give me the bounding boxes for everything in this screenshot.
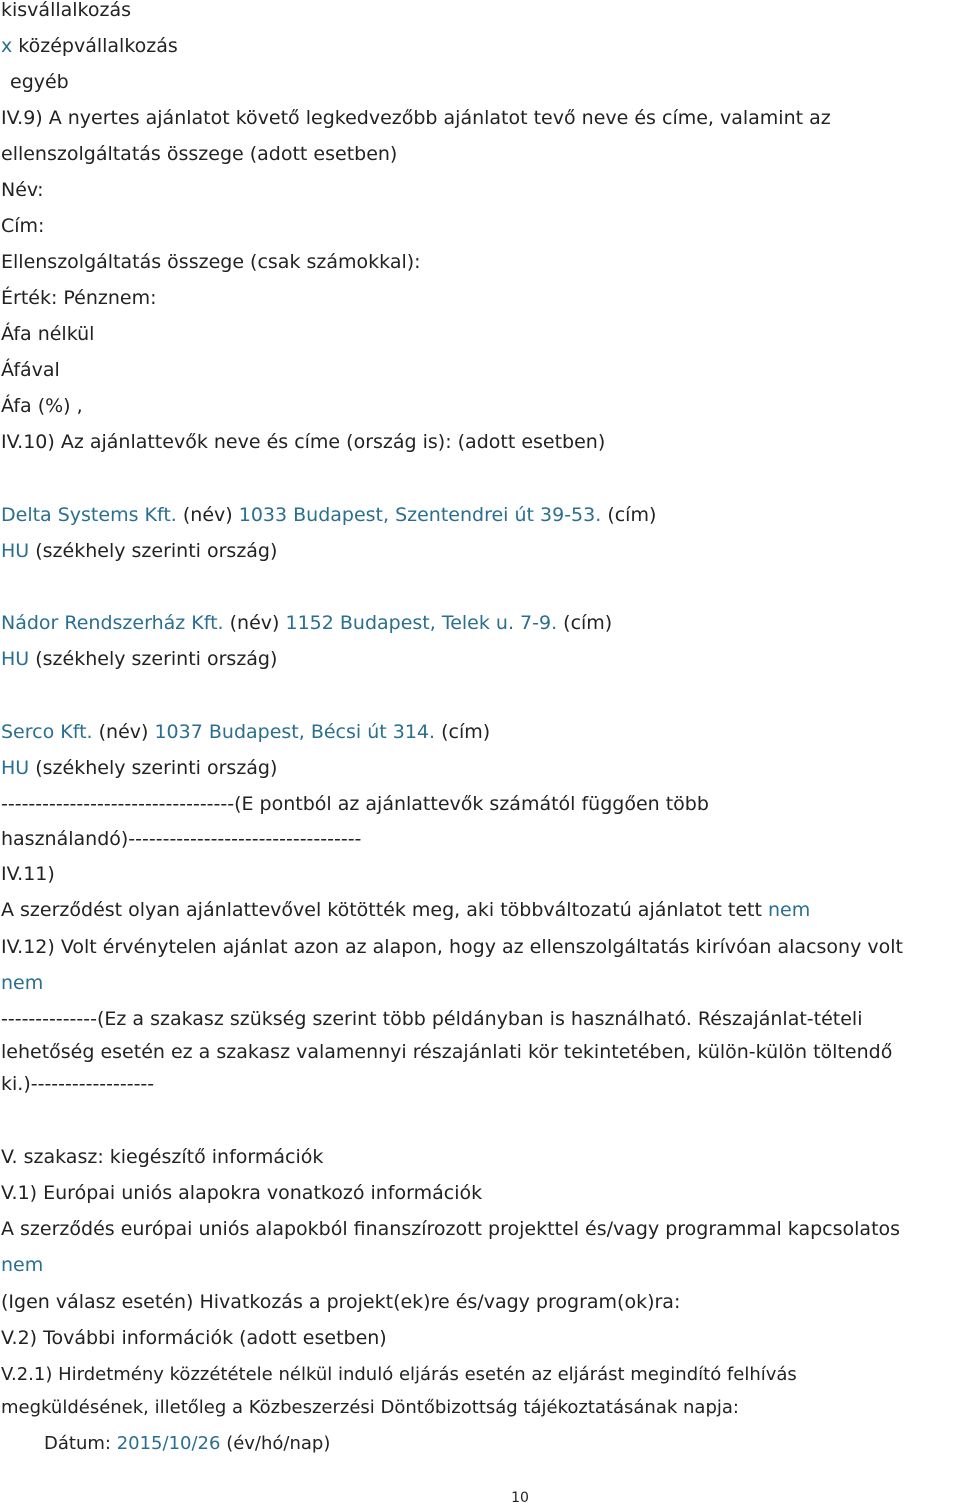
bidder-name: Nádor Rendszerház Kft. bbox=[1, 612, 224, 634]
bidder-name-tag: (név) bbox=[229, 612, 280, 634]
iv11-text bbox=[1, 898, 810, 922]
iv12-note-line2: lehetőség esetén ez a szakasz valamennyi részajánlati kör tekintetében, külön-külön töltendő bbox=[1, 1041, 893, 1063]
bidder-2-name-address bbox=[1, 611, 612, 635]
size-option-label: egyéb bbox=[10, 71, 69, 93]
section-v-heading: V. szakasz: kiegészítő információk bbox=[1, 1146, 324, 1168]
iv9-heading-line1: IV.9) A nyertes ajánlatot követő legkedvezőbb ajánlatot tevő neve és címe, valamint az bbox=[1, 107, 831, 129]
size-option-label: középvállalkozás bbox=[18, 35, 178, 57]
bidder-country: HU bbox=[1, 540, 30, 562]
v1-heading: V.1) Európai uniós alapokra vonatkozó információk bbox=[1, 1182, 483, 1204]
bidder-address: 1152 Budapest, Telek u. 7-9. bbox=[285, 612, 558, 634]
iv10-heading: IV.10) Az ajánlattevők neve és címe (ország is): (adott esetben) bbox=[1, 431, 606, 453]
size-option-mark: x bbox=[1, 35, 13, 57]
v21-line2: megküldésének, illetőleg a Közbeszerzési Döntőbizottság tájékoztatásának napja: bbox=[1, 1397, 739, 1418]
date-format: (év/hó/nap) bbox=[226, 1433, 331, 1454]
iv11-answer: nem bbox=[767, 899, 811, 921]
bidder-address-tag: (cím) bbox=[607, 504, 657, 526]
iv9-amount-label: Ellenszolgáltatás összege (csak számokkal): bbox=[1, 251, 421, 273]
bidder-address-tag: (cím) bbox=[563, 612, 613, 634]
bidder-name-tag: (név) bbox=[98, 721, 149, 743]
bidder-country: HU bbox=[1, 757, 30, 779]
size-option-label: kisvállalkozás bbox=[1, 0, 132, 21]
v1-eu-answer: nem bbox=[1, 1254, 44, 1276]
v2-heading: V.2) További információk (adott esetben) bbox=[1, 1327, 387, 1349]
iv9-name-label: Név: bbox=[1, 179, 44, 201]
bidder-country: HU bbox=[1, 648, 30, 670]
bidder-name: Serco Kft. bbox=[1, 721, 93, 743]
bidder-country-tag: (székhely szerinti ország) bbox=[35, 648, 278, 670]
iv12-note-line3: ki.)------------------ bbox=[1, 1073, 155, 1095]
size-option-medium bbox=[1, 34, 178, 58]
bidder-3-country bbox=[1, 756, 277, 780]
size-option-small bbox=[1, 0, 131, 22]
bidder-address: 1033 Budapest, Szentendrei út 39-53. bbox=[238, 504, 602, 526]
bidder-country-tag: (székhely szerinti ország) bbox=[35, 757, 278, 779]
iv10-rule-note-line2: használandó)---------------------------------- bbox=[1, 828, 362, 850]
iv9-vat-incl: Áfával bbox=[1, 359, 60, 381]
bidder-3-name-address bbox=[1, 720, 490, 744]
bidder-1-country bbox=[1, 539, 277, 563]
iv10-rule-note-line1: ----------------------------------(E pontból az ajánlattevők számától függően több bbox=[1, 793, 709, 815]
bidder-name: Delta Systems Kft. bbox=[1, 504, 177, 526]
v21-date bbox=[44, 1432, 330, 1456]
iv11-heading: IV.11) bbox=[1, 863, 55, 885]
iv9-value-currency: Érték: Pénznem: bbox=[1, 287, 157, 309]
date-value: 2015/10/26 bbox=[116, 1433, 221, 1454]
date-label: Dátum: bbox=[44, 1433, 111, 1454]
iv9-vat-excl: Áfa nélkül bbox=[1, 323, 95, 345]
page-number: 10 bbox=[511, 1490, 529, 1506]
bidder-1-name-address bbox=[1, 503, 656, 527]
iv12-text: IV.12) Volt érvénytelen ajánlat azon az alapon, hogy az ellenszolgáltatás kirívóan alacsony volt bbox=[1, 936, 903, 958]
iv9-address-label: Cím: bbox=[1, 215, 45, 237]
iv12-note-line1: --------------(Ez a szakasz szükség szerint több példányban is használható. Részajánlat-tételi bbox=[1, 1008, 863, 1030]
v21-line1: V.2.1) Hirdetmény közzététele nélkül induló eljárás esetén az eljárást megindító felhívás bbox=[1, 1364, 797, 1385]
bidder-address: 1037 Budapest, Bécsi út 314. bbox=[154, 721, 436, 743]
bidder-name-tag: (név) bbox=[182, 504, 233, 526]
iv9-heading-line2: ellenszolgáltatás összege (adott esetben) bbox=[1, 143, 398, 165]
size-option-other bbox=[10, 70, 69, 94]
bidder-address-tag: (cím) bbox=[441, 721, 491, 743]
iv12-answer: nem bbox=[1, 972, 44, 994]
iv9-vat-percent: Áfa (%) , bbox=[1, 395, 83, 417]
bidder-2-country bbox=[1, 647, 277, 671]
iv11-question: A szerződést olyan ajánlattevővel kötötték meg, aki többváltozatú ajánlatot tett bbox=[1, 899, 762, 921]
bidder-country-tag: (székhely szerinti ország) bbox=[35, 540, 278, 562]
v1-eu-reference: (Igen válasz esetén) Hivatkozás a projekt(ek)re és/vagy program(ok)ra: bbox=[1, 1291, 681, 1313]
v1-eu-text: A szerződés európai uniós alapokból finanszírozott projekttel és/vagy programmal kapcsolatos bbox=[1, 1218, 901, 1240]
